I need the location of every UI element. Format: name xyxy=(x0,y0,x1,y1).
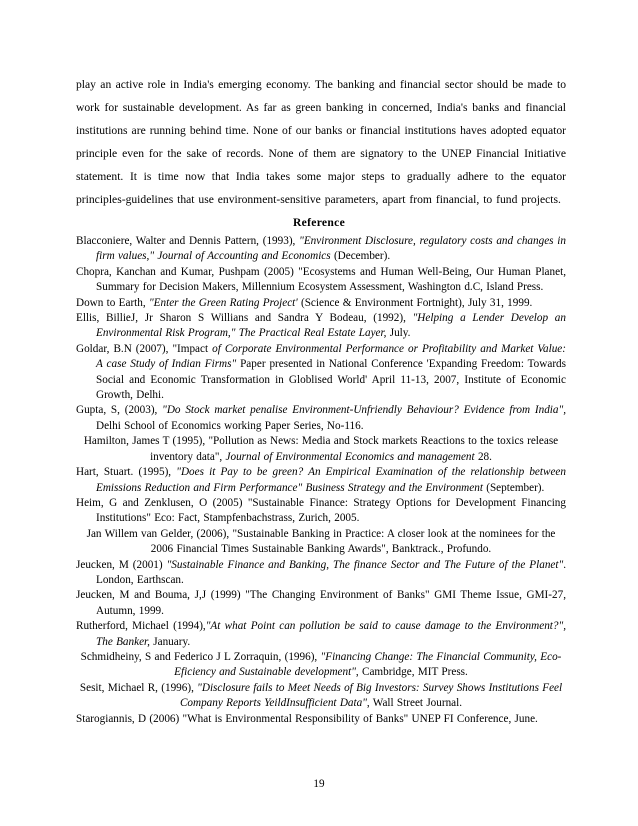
reference-text: Heim, G and Zenklusen, O (2005) "Sustainable Finance: Strategy Options for Development Financing Institutions" Eco: Fact, Stampfenbachstrass, Zurich, 2005. xyxy=(76,496,566,525)
reference-item xyxy=(76,650,566,681)
reference-title: "Do Stock market penalise Environment-Unfriendly Behaviour? Evidence from India", xyxy=(162,404,566,417)
reference-item xyxy=(76,527,566,558)
reference-item xyxy=(76,265,566,296)
reference-text: Chopra, Kanchan and Kumar, Pushpam (2005) "Ecosystems and Human Well-Being, Our Human Planet, Summary for Decision Makers, Millennium Ecosystem Assessment, Washington d.C, Island Press. xyxy=(76,265,566,294)
reference-text: Blacconiere, Walter and Dennis Pattern, (1993), xyxy=(76,235,300,247)
reference-text: Sesit, Michael R, (1996), xyxy=(79,681,198,694)
reference-item xyxy=(76,434,566,465)
reference-tail: (September). xyxy=(482,481,545,494)
reference-tail: . London, Earthscan. xyxy=(96,558,566,586)
reference-text: Schmidheiny, S and Federico J L Zorraquin, (1996), xyxy=(80,650,321,663)
reference-title: Journal of Environmental Economics and management xyxy=(225,450,475,463)
reference-item xyxy=(76,403,566,434)
reference-item xyxy=(76,681,566,712)
reference-title: "Enter the Green Rating Project' xyxy=(148,296,298,309)
reference-text: Jan Willem van Gelder, (2006), "Sustainable Banking in Practice: A closer look at the nominees for the 2006 Financial Times Sustainable Banking Awards", Banktrack., Profundo. xyxy=(86,527,556,556)
reference-tail: , Cambridge, MIT Press. xyxy=(355,666,468,679)
reference-title: "Does it Pay to be green? An Empirical Examination of the relationship between Emissions Reduction and Firm Performance" Business Strategy and the Environment xyxy=(96,466,566,494)
reference-text: Rutherford, Michael (1994), xyxy=(76,620,206,633)
reference-item xyxy=(76,296,566,311)
reference-tail: (December). xyxy=(330,250,391,263)
reference-title: "Sustainable Finance and Banking, The finance Sector and The Future of the Planet" xyxy=(166,558,564,571)
reference-text: Jeucken, M and Bouma, J,J (1999) "The Changing Environment of Banks" GMI Theme Issue, GMI-27, Autumn, 1999. xyxy=(76,589,566,617)
reference-text: Goldar, B.N (2007), "Impact xyxy=(76,342,213,355)
reference-tail: January. xyxy=(149,635,191,648)
reference-list xyxy=(76,234,566,727)
reference-text: Starogiannis, D (2006) "What is Environmental Responsibility of Banks" UNEP FI Conference, June. xyxy=(76,712,538,725)
reference-tail: Paper presented in National Conference 'Expanding Freedom: Towards Social and Economic Transformation in Globlised World' April 11-13, 2007, Institute of Economic Growth, Delhi. xyxy=(96,358,566,402)
reference-tail: July. xyxy=(386,327,411,340)
reference-item xyxy=(76,588,566,619)
reference-title: "Disclosure fails to Meet Needs of Big Investors: Survey Shows Institutions Feel Company Reports YeildInsufficient Data" xyxy=(179,681,563,710)
reference-text: Down to Earth, xyxy=(76,296,149,309)
reference-title: "Helping a Lender Develop an Environmental Risk Program," The Practical Real Estate Layer, xyxy=(96,312,566,340)
reference-heading: Reference xyxy=(292,216,346,229)
reference-tail: , Wall Street Journal. xyxy=(366,697,463,710)
reference-title: of Corporate Environmental Performance or Profitability and Market Value: A case Study of Indian Firms" xyxy=(96,342,566,371)
reference-item xyxy=(76,234,566,265)
reference-title: "Environment Disclosure, regulatory costs and changes in firm values," Journal of Accounting and Economics xyxy=(96,235,566,263)
reference-tail: (Science & Environment Fortnight), July 31, 1999. xyxy=(297,296,533,309)
reference-text: Ellis, BillieJ, Jr Sharon S Willians and Sandra Y Bodeau, (1992), xyxy=(76,312,413,325)
reference-text: Hart, Stuart. (1995), xyxy=(76,466,177,479)
reference-item xyxy=(76,496,566,527)
reference-title: "Financing Change: The Financial Community, Eco-Eficiency and Sustainable development" xyxy=(174,650,562,679)
reference-text: Gupta, S, (2003), xyxy=(76,404,163,417)
reference-item xyxy=(76,558,566,589)
page-number: 19 xyxy=(313,778,325,790)
reference-item xyxy=(76,619,566,650)
reference-tail: Delhi School of Economics working Paper Series, No-116. xyxy=(96,419,364,432)
reference-text: Jeucken, M (2001) xyxy=(76,558,167,571)
reference-item xyxy=(76,342,566,404)
reference-item xyxy=(76,311,566,342)
reference-tail: 28. xyxy=(474,450,492,463)
body-paragraph: play an active role in India's emerging economy. The banking and financial sector should be made to work for sustainable development. As far as green banking in concerned, India's banks and financial institutions are running behind time. None of our banks or financial institutions haves adopted equator principle even for the sake of records. None of them are signatory to the UNEP Financial Initiative statement. It is time now that India takes some major steps to gradually adhere to the equator principles-guidelines that use environment-sensitive parameters, apart from financial, to fund projects. xyxy=(76,78,566,206)
reference-title: "At what Point can pollution be said to cause damage to the Environment?", The Banker, xyxy=(96,620,566,648)
reference-text: Hamilton, James T (1995), "Pollution as News: Media and Stock markets Reactions to the toxics release inventory data", xyxy=(83,435,559,463)
reference-item xyxy=(76,465,566,496)
reference-item xyxy=(76,712,566,727)
